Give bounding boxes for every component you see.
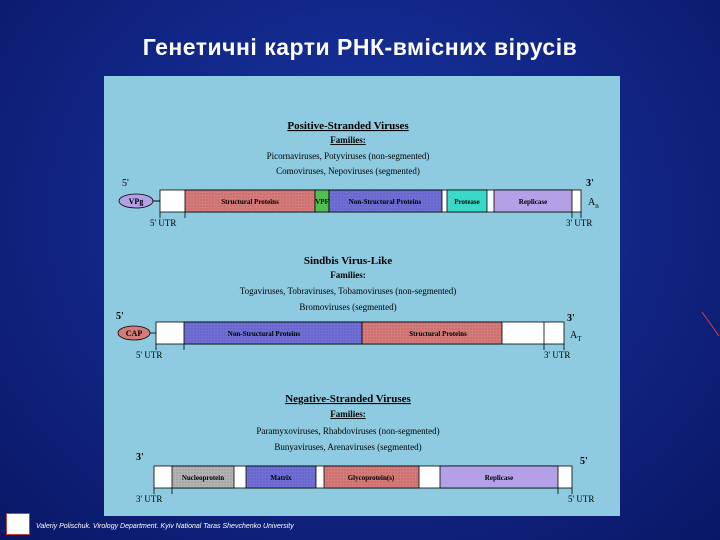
negative-glycoprotein-label: Glycoprotein(s) [347,474,395,482]
footer-credit: Valeriy Polischuk. Virology Department. Kyiv National Taras Shevchenko University [36,523,294,530]
positive-families-label: Families: [330,135,366,145]
positive-vpf-label: VPF [315,198,329,206]
negative-families-line2: Bunyaviruses, Arenaviruses (segmented) [274,442,422,452]
sindbis-5-end: 5' [116,311,124,322]
sindbis-structural-label: Structural Proteins [409,330,467,338]
sindbis-families-line2: Bromoviruses (segmented) [299,302,397,312]
sindbis-3-end: 3' [567,313,575,324]
positive-section [119,120,599,228]
positive-structural-label: Structural Proteins [221,198,279,206]
sindbis-section [116,255,582,360]
negative-nucleoprotein-label: Nucleoprotein [181,474,225,482]
negative-matrix-label: Matrix [270,474,292,482]
slide-title: Генетичні карти РНК-вмісних вірусів [142,34,578,60]
sindbis-nonstructural-label: Non-Structural Proteins [227,330,301,338]
negative-families-line1: Paramyxoviruses, Rhabdoviruses (non-segmented) [256,426,440,436]
negative-5-utr: 5' UTR [568,494,595,504]
positive-5-utr: 5' UTR [150,218,177,228]
positive-replicase-label: Replicase [518,198,548,206]
negative-3-end: 3' [136,452,144,463]
cap-label: CAP [125,329,143,338]
sindbis-5-utr: 5' UTR [136,350,163,360]
positive-3-end: 3' [586,178,594,189]
positive-poly-a: $A_n$ [588,197,599,210]
positive-families-line2: Comoviruses, Nepoviruses (segmented) [276,166,420,176]
university-logo [6,513,30,535]
negative-replicase-label: Replicase [484,474,514,482]
positive-5-end: 5' [122,178,129,189]
positive-heading: Positive-Stranded Viruses [287,120,409,132]
positive-3-utr: 3' UTR [566,218,593,228]
sindbis-3-utr: 3' UTR [544,350,571,360]
diagram-panel [104,76,620,516]
negative-families-label: Families: [330,409,366,419]
negative-section [136,393,594,504]
genome-maps [104,76,620,516]
decorative-red-line [700,310,720,338]
vpg-label: VPg [128,197,144,206]
positive-families-line1: Picornaviruses, Potyviruses (non-segmented) [266,151,430,161]
positive-nonstructural-label: Non-Structural Proteins [348,198,422,206]
sindbis-heading: Sindbis Virus-Like [303,255,393,267]
sindbis-families-label: Families: [330,270,366,280]
negative-3-utr: 3' UTR [136,494,163,504]
positive-protease-label: Protease [454,198,480,206]
sindbis-families-line1: Togaviruses, Tobraviruses, Tobamoviruses (non-segmented) [239,286,457,296]
negative-5-end: 5' [580,456,588,467]
negative-heading: Negative-Stranded Viruses [285,393,411,405]
sindbis-poly-a: $A_T$ [570,330,582,343]
